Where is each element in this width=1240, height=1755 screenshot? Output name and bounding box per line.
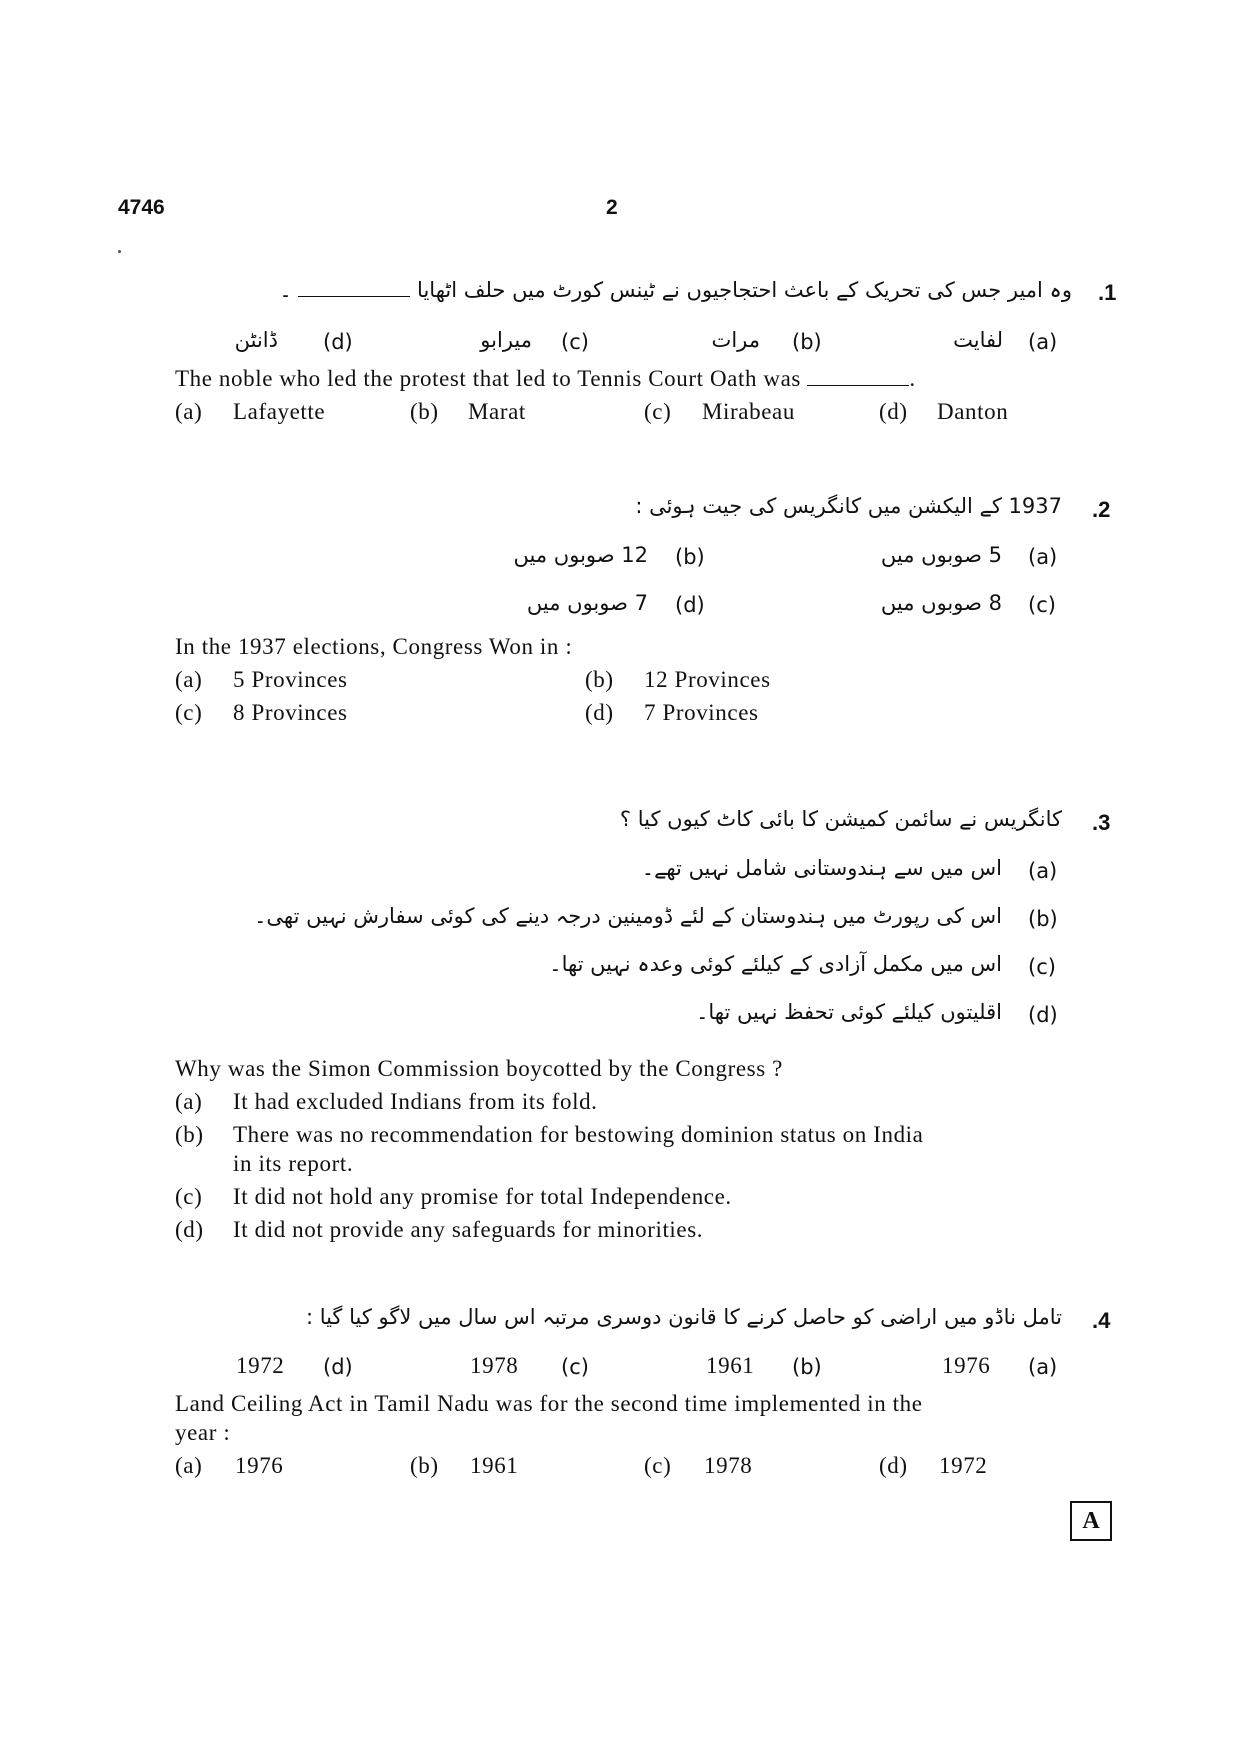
q4-english-option-c-label: (c) — [644, 1453, 672, 1478]
q4-english-option-a-label: (a) — [175, 1453, 203, 1478]
q2-number: .2 — [1092, 497, 1111, 522]
q3-urdu-option-a: اس میں سے ہندوستانی شامل نہیں تھے۔ — [641, 856, 1002, 880]
q3-urdu-option-d: اقلیتوں کیلئے کوئی تحفظ نہیں تھا۔ — [696, 1000, 1002, 1024]
q1-urdu-option-a: لفایت — [953, 328, 1003, 352]
q3-urdu-option-b: اس کی رپورٹ میں ہندوستان کے لئے ڈومینین درجہ دینے کی کوئی سفارش نہیں تھی۔ — [254, 904, 1002, 928]
q3-urdu-option-a-label: (a) — [1028, 859, 1058, 883]
q3-english-option-b-label: (b) — [175, 1122, 204, 1147]
booklet-series-badge: A — [1070, 1501, 1112, 1541]
q1-english-option-d: Danton — [937, 399, 1009, 424]
q1-urdu-option-c-label: (c) — [561, 330, 589, 354]
q3-urdu-option-b-label: (b) — [1028, 907, 1058, 931]
q4-english-question-line2: year : — [175, 1420, 231, 1445]
q2-english-option-d-label: (d) — [585, 700, 614, 725]
q1-number: .1 — [1098, 280, 1117, 305]
q3-english-option-c: It did not hold any promise for total Independence. — [233, 1184, 732, 1209]
q3-english-option-a: It had excluded Indians from its fold. — [233, 1089, 598, 1114]
paper-code: 4746 — [118, 196, 165, 219]
q2-english-option-a-label: (a) — [175, 667, 203, 692]
q1-english-option-b: Marat — [468, 399, 526, 424]
q1-english-option-a-label: (a) — [175, 399, 203, 424]
q4-urdu-question: تامل ناڈو میں اراضی کو حاصل کرنے کا قانون دوسری مرتبہ اس سال میں لاگو کیا گیا : — [305, 1305, 1062, 1329]
q1-urdu-question: وہ امیر جس کی تحریک کے باعث احتجاجیوں نے ٹینس کورٹ میں حلف اٹھایا ۔ — [279, 278, 1072, 302]
q1-english-option-c: Mirabeau — [702, 399, 795, 424]
q3-english-option-d: It did not provide any safeguards for minorities. — [233, 1217, 704, 1242]
q2-urdu-option-a-label: (a) — [1028, 545, 1058, 569]
q1-english-option-c-label: (c) — [644, 399, 672, 424]
q2-english-option-c: 8 Provinces — [233, 700, 348, 725]
q1-urdu-option-d-label: (d) — [323, 330, 353, 354]
q2-urdu-option-b-label: (b) — [675, 545, 705, 569]
q4-urdu-option-c-label: (c) — [561, 1355, 589, 1379]
q2-urdu-option-b: 12 صوبوں میں — [513, 543, 648, 567]
q4-english-option-c: 1978 — [704, 1453, 753, 1478]
q2-urdu-option-a: 5 صوبوں میں — [880, 543, 1002, 567]
q4-english-option-d-label: (d) — [879, 1453, 908, 1478]
q2-english-option-b: 12 Provinces — [644, 667, 771, 692]
q3-urdu-option-c: اس میں مکمل آزادی کے کیلئے کوئی وعدہ نہیں تھا۔ — [549, 952, 1002, 976]
q1-urdu-blank — [298, 278, 410, 297]
q1-urdu-option-a-label: (a) — [1028, 330, 1058, 354]
q3-english-question: Why was the Simon Commission boycotted by the Congress ? — [175, 1056, 783, 1081]
q1-urdu-option-b-label: (b) — [792, 330, 822, 354]
page-number: 2 — [606, 196, 618, 219]
q3-english-option-a-label: (a) — [175, 1089, 203, 1114]
q1-english-question: The noble who led the protest that led to Tennis Court Oath was . — [175, 366, 916, 391]
q1-urdu-option-d: ڈانٹن — [234, 328, 278, 352]
q3-english-option-b-continued: in its report. — [233, 1151, 354, 1176]
q4-urdu-option-a-label: (a) — [1028, 1355, 1058, 1379]
q4-urdu-option-c: 1978 — [470, 1353, 519, 1378]
q1-urdu-option-c: میرابو — [480, 328, 532, 352]
q4-english-option-b-label: (b) — [410, 1453, 439, 1478]
q4-urdu-option-d-label: (d) — [323, 1355, 353, 1379]
q4-urdu-option-b: 1961 — [706, 1353, 755, 1378]
q1-english-option-b-label: (b) — [410, 399, 439, 424]
q1-urdu-option-b: مرات — [711, 328, 760, 352]
q3-english-option-b: There was no recommendation for bestowing dominion status on India — [233, 1122, 924, 1147]
q4-english-option-a: 1976 — [235, 1453, 284, 1478]
q4-urdu-option-d: 1972 — [236, 1353, 285, 1378]
q3-english-option-d-label: (d) — [175, 1217, 204, 1242]
q2-english-option-d: 7 Provinces — [644, 700, 759, 725]
q2-english-option-a: 5 Provinces — [233, 667, 348, 692]
q3-urdu-question: کانگریس نے سائمن کمیشن کا بائی کاٹ کیوں کیا ؟ — [619, 807, 1062, 831]
q4-english-option-d: 1972 — [939, 1453, 988, 1478]
q3-english-option-c-label: (c) — [175, 1184, 203, 1209]
q4-english-option-b: 1961 — [470, 1453, 519, 1478]
q2-english-question: In the 1937 elections, Congress Won in : — [175, 634, 573, 659]
scan-speck — [118, 250, 121, 253]
q1-english-blank — [807, 367, 909, 386]
q4-urdu-option-a: 1976 — [942, 1353, 991, 1378]
q1-english-option-a: Lafayette — [233, 399, 326, 424]
q2-urdu-option-c: 8 صوبوں میں — [880, 591, 1002, 615]
q2-english-option-b-label: (b) — [585, 667, 614, 692]
q3-urdu-option-c-label: (c) — [1028, 955, 1056, 979]
q2-urdu-question: 1937 کے الیکشن میں کانگریس کی جیت ہوئی : — [635, 494, 1062, 518]
q2-urdu-option-d-label: (d) — [675, 593, 705, 617]
q3-number: .3 — [1092, 810, 1111, 835]
q4-english-question-line1: Land Ceiling Act in Tamil Nadu was for the second time implemented in the — [175, 1391, 923, 1416]
q2-urdu-option-c-label: (c) — [1028, 593, 1056, 617]
q1-english-option-d-label: (d) — [879, 399, 908, 424]
q4-number: .4 — [1092, 1308, 1111, 1333]
q3-urdu-option-d-label: (d) — [1028, 1003, 1058, 1027]
q2-urdu-option-d: 7 صوبوں میں — [526, 591, 648, 615]
q4-urdu-option-b-label: (b) — [792, 1355, 822, 1379]
q2-english-option-c-label: (c) — [175, 700, 203, 725]
